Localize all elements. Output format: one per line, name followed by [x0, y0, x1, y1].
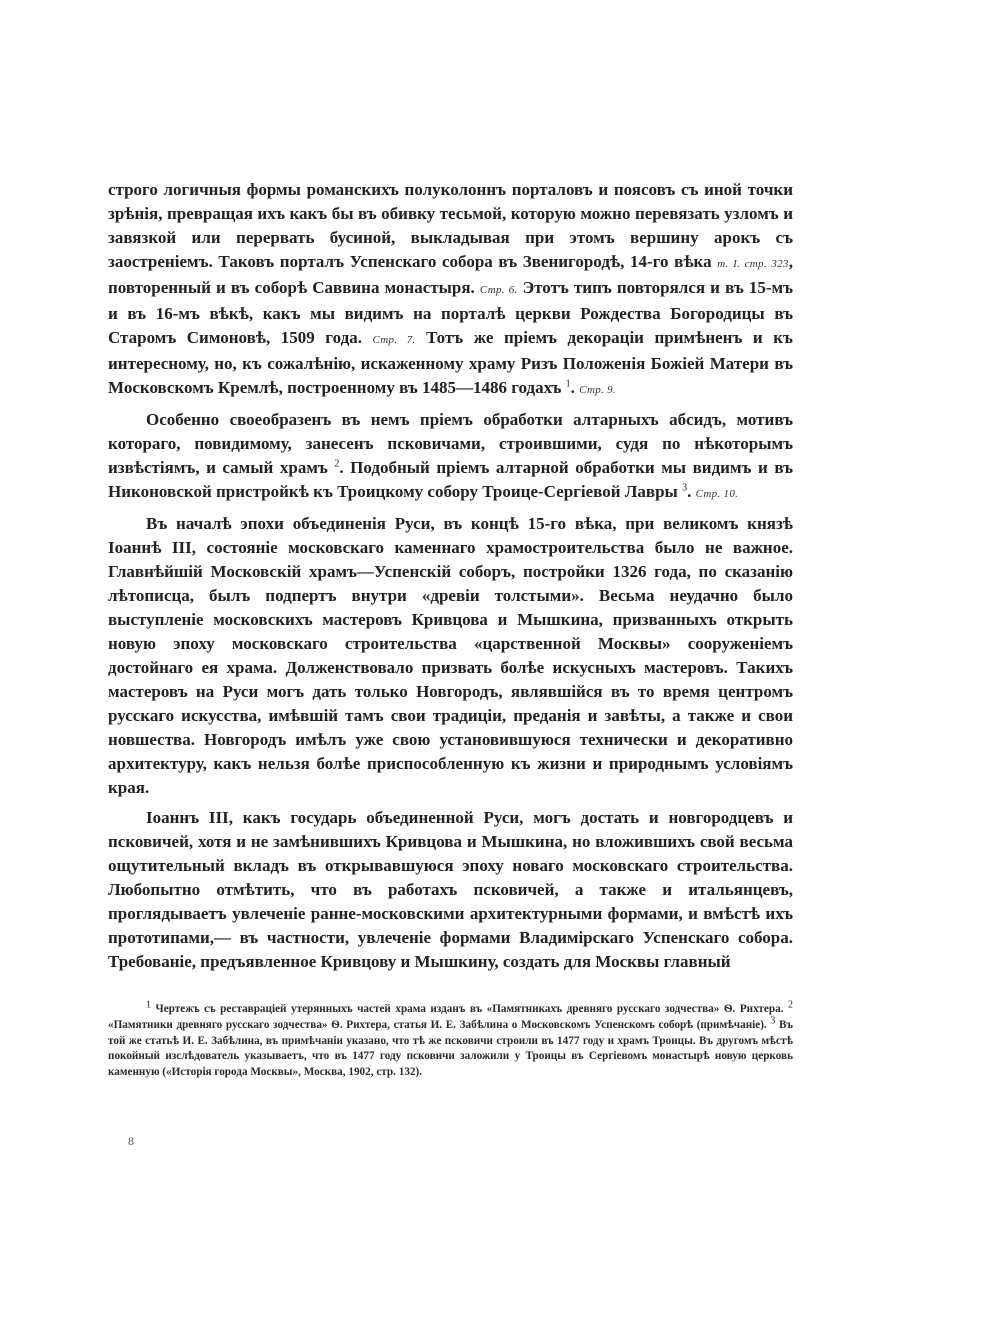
paragraph — [108, 512, 793, 800]
footnote-marker: 3 — [770, 1015, 776, 1027]
text-run: . — [570, 378, 580, 397]
footnote-marker: 1 — [146, 999, 151, 1011]
paragraph — [108, 408, 793, 506]
text-run: . Подобный пріемъ алтарной обработки мы видимъ и въ Никоновской пристройкѣ къ Троицкому собору Троице-Сергіевой Лавры — [108, 458, 793, 501]
footnote-marker: 2 — [788, 999, 793, 1011]
main-text-body — [108, 178, 793, 980]
footnotes-section — [108, 999, 794, 1081]
page-reference: Стр. 9. — [579, 384, 616, 396]
text-run: Въ началѣ эпохи объединенія Руси, въ концѣ 15-го вѣка, при великомъ князѣ Іоаннѣ III, состояніе московскаго каменнаго храмостроительства было не важное. Главнѣйшій Московскій храмъ—Успенскій соборъ, постройки 1326 года, по сказанію лѣтописца, былъ подпертъ внутри «древіи толстыми». Весьма неудачно было выступленіе московскихъ мастеровъ Кривцова и Мышкина, призванныхъ открыть новую эпоху московскаго строительства «царственной Москвы» сооруженіемъ достойнаго ея храма. Долженствовало призвать болѣе искусныхъ мастеровъ. Такихъ мастеровъ на Руси могъ дать только Новгородъ, являвшійся въ то время центромъ русскаго искусства, имѣвшій тамъ свои традиціи, преданія и завѣты, а также и свои новшества. Новгородъ имѣлъ уже свою установившуюся технически и декоративно архитектуру, какъ нельзя болѣе приспособленную къ жизни и природнымъ условіямъ края. — [108, 514, 793, 797]
text-run: Въ той же статьѣ И. Е. Забѣлина, въ примѣчаніи указано, что тѣ же псковичи строили въ 1477 году и храмъ Троицы. Въ другомъ мѣстѣ покойный изслѣдователь указываетъ, что въ 1477 году псковичи заложили у Троицы въ Сергіевомъ монастырѣ новую церковь каменную («Исторія города Москвы», Москва, 1902, стр. 132). — [108, 1018, 794, 1079]
page-reference: Стр. 6. — [479, 284, 518, 296]
text-run: Іоаннъ III, какъ государь объединенной Руси, могъ достать и новгородцевъ и псковичей, хотя и не замѣнившихъ Кривцова и Мышкина, но вложившихъ свой весьма ощутительный вкладъ въ открывавшуюся эпоху новаго московскаго строительства. Любопытно отмѣтить, что въ работахъ псковичей, а также и итальянцевъ, проглядываетъ увлеченіе ранне-московскими архитектурными формами, и вмѣстѣ ихъ прототипами,— въ частности, увлеченіе формами Владимірскаго Успенскаго собора. Требованіе, предъявленное Кривцову и Мышкину, создать для Москвы главный — [108, 808, 793, 971]
text-run: Чертежъ съ реставраціей утерянныхъ частей храма изданъ въ «Памятникахъ древняго русскаго зодчества» Ѳ. Рихтера. — [151, 1003, 788, 1015]
page-reference: т. I. стр. 323 — [717, 258, 789, 270]
text-run: . — [687, 482, 696, 501]
text-run: Тотъ же пріемъ декораціи примѣненъ и къ интересному, но, къ сожалѣнію, искаженному храму Ризъ Положенія Божіей Матери въ Московскомъ Кремлѣ, построенному въ 1485—1486 годахъ — [108, 328, 793, 397]
page-reference: Стр. 7. — [372, 334, 416, 346]
text-run: «Памятники древняго русскаго зодчества» Ѳ. Рихтера, статья И. Е. Забѣлина о Московскомъ Успенскомъ соборѣ (примѣчаніе). — [108, 1018, 771, 1031]
footnote-marker: 2 — [334, 458, 340, 470]
page-reference: Стр. 10. — [695, 488, 739, 500]
paragraph — [108, 178, 793, 402]
text-run: Этотъ типъ повторялся и въ 15-мъ и въ 16-мъ вѣкѣ, какъ мы видимъ на порталѣ церкви Рождества Богородицы въ Старомъ Симоновѣ, 1509 года. — [108, 278, 793, 347]
text-run: строго логичныя формы романскихъ полуколоннъ порталовъ и поясовъ съ иной точки зрѣнія, превращая ихъ какъ бы въ обивку тесьмой, которую можно перевязать узломъ и завязкой или перервать бусиной, выкладывая при этомъ вершину арокъ съ заостреніемъ. Таковъ порталъ Успенскаго собора въ Звенигородѣ, 14-го вѣка — [108, 180, 793, 271]
footnote-paragraph — [108, 999, 794, 1081]
footnote-marker: 1 — [565, 378, 571, 390]
paragraph — [108, 806, 793, 974]
page-number: 8 — [128, 1134, 134, 1148]
footnote-marker: 3 — [682, 482, 688, 494]
text-run: , повторенный и въ соборѣ Саввина монастыря. — [108, 252, 793, 297]
text-run: Особенно своеобразенъ въ немъ пріемъ обработки алтарныхъ абсидъ, мотивъ котораго, повидимому, занесенъ псковичами, строившими, судя по нѣкоторымъ извѣстіямъ, и самый храмъ — [108, 410, 793, 477]
